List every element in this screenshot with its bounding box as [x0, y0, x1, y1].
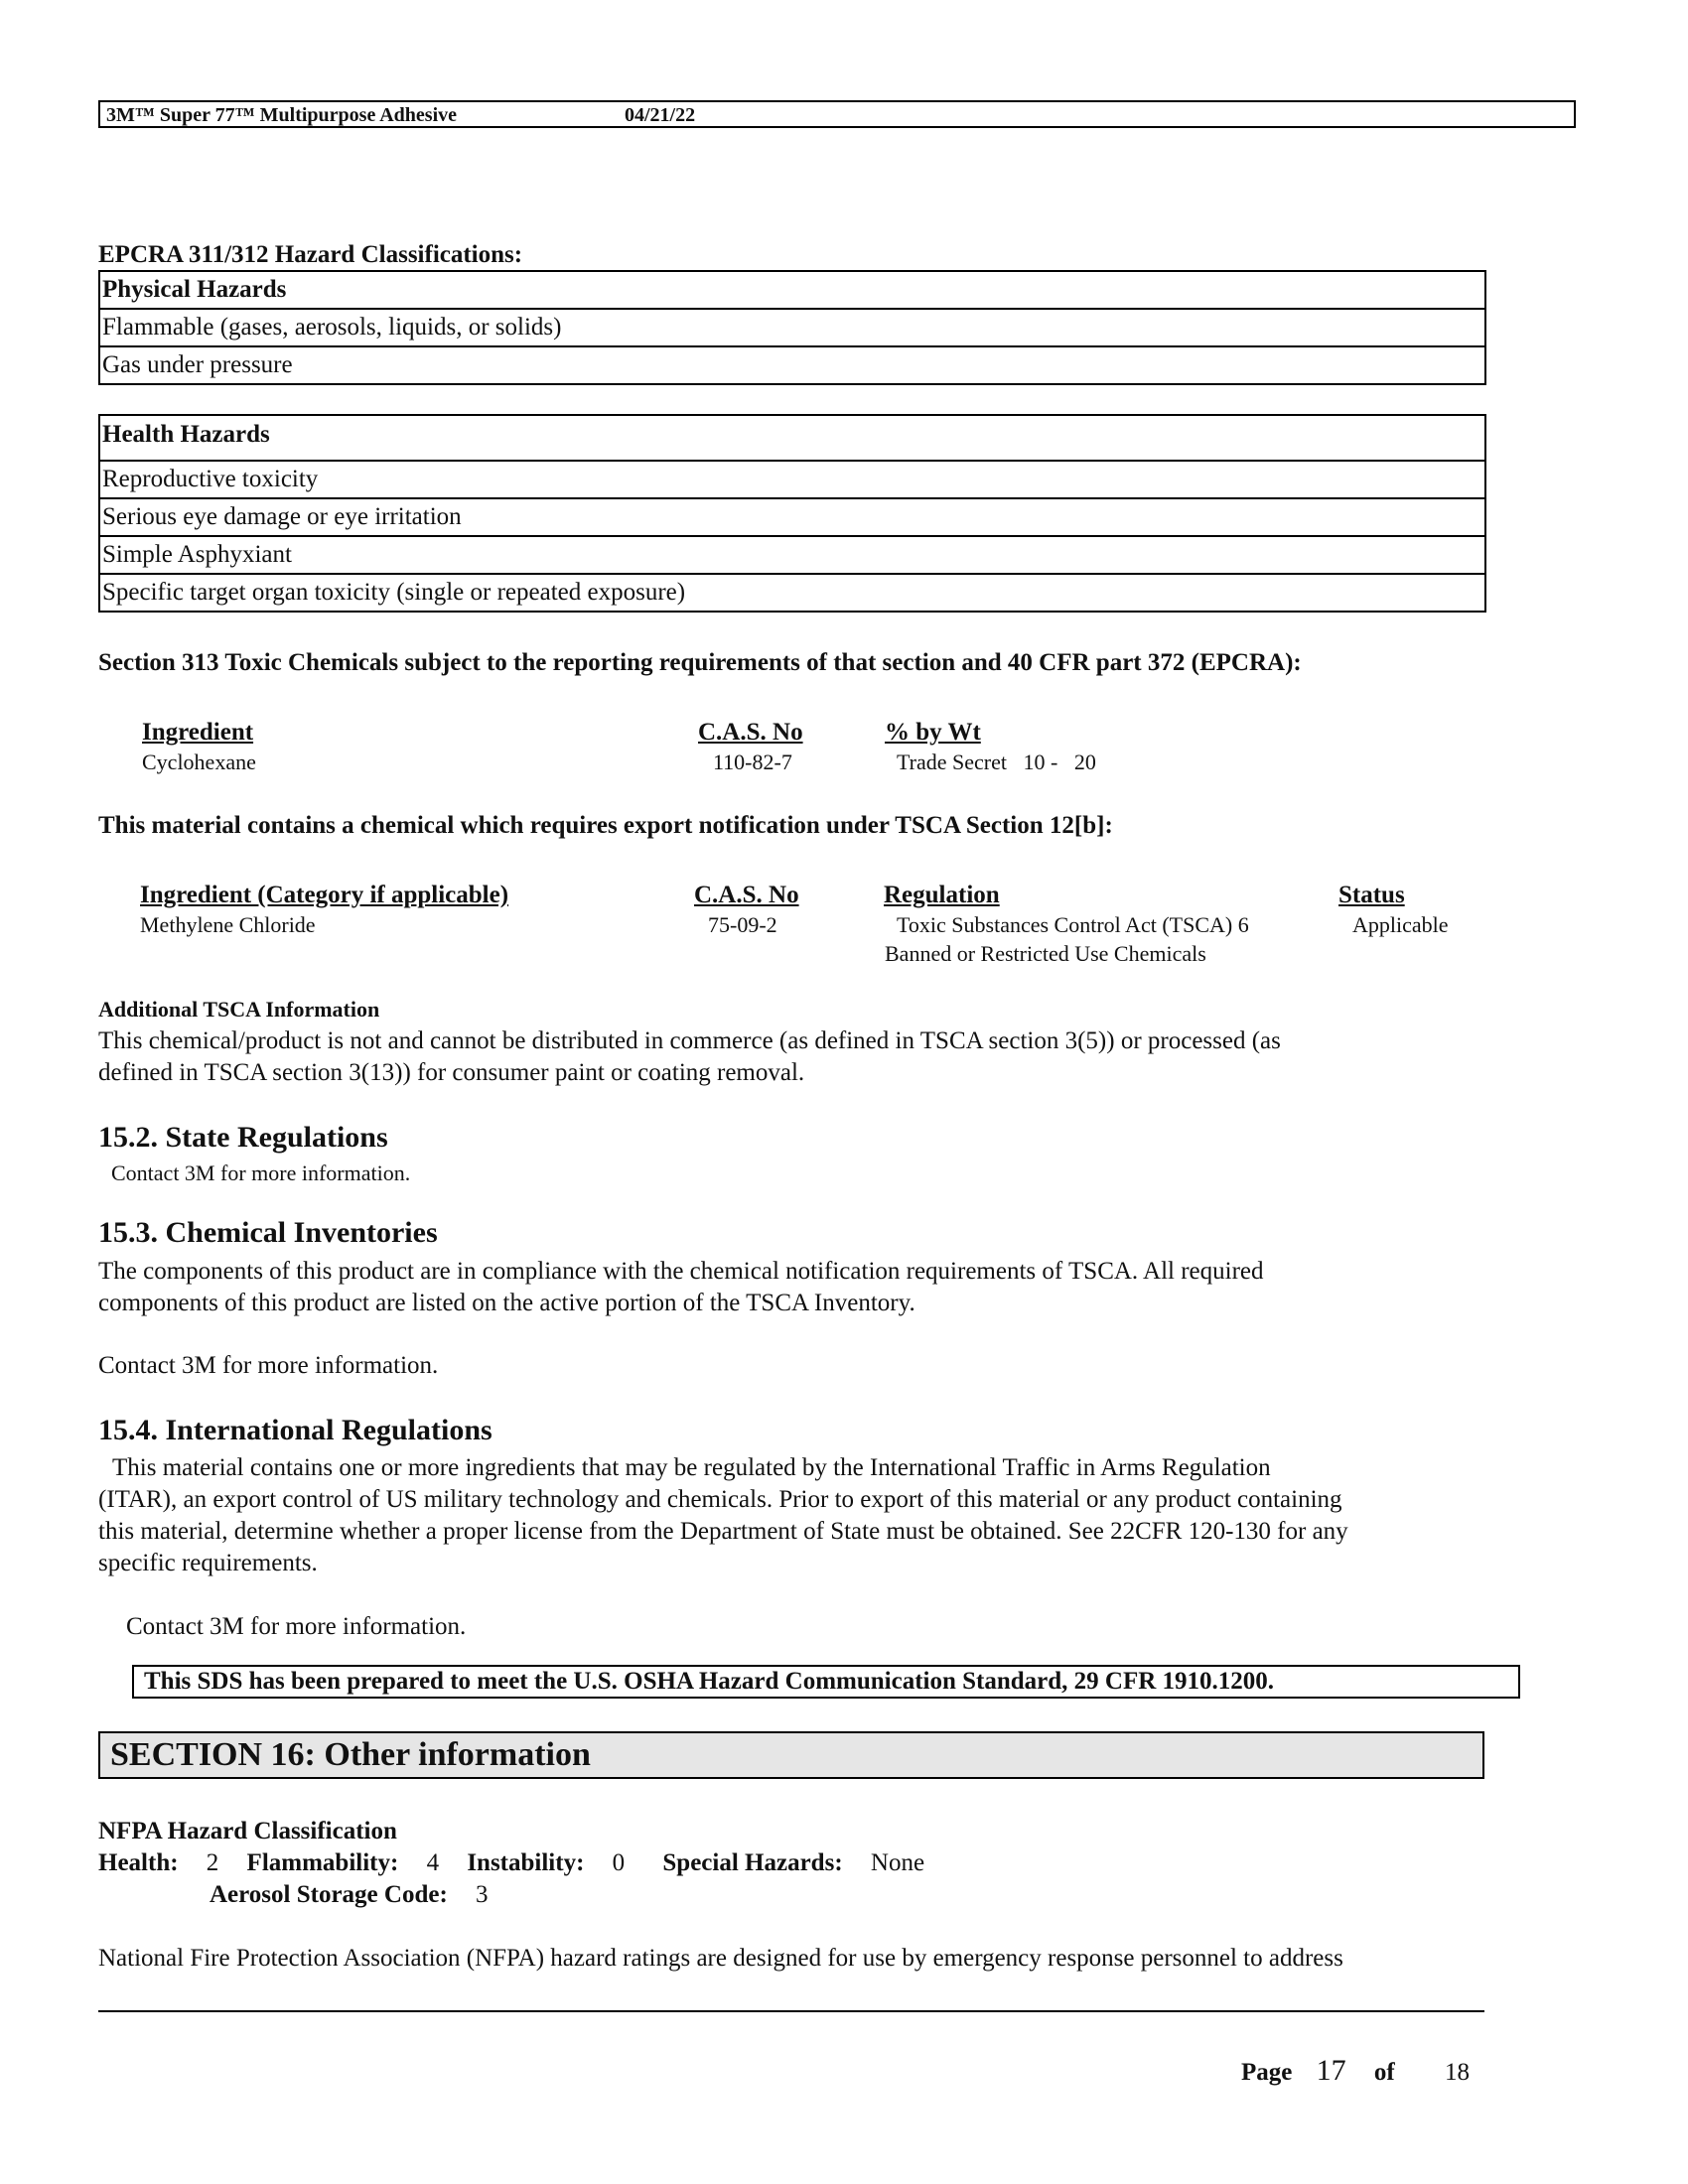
section-313-title: Section 313 Toxic Chemicals subject to the reporting requirements of that section and 40 CFR part 372 (EPCRA):: [98, 649, 1302, 676]
cas-cell: 110-82-7: [713, 750, 792, 774]
col-weight: % by Wt: [885, 719, 981, 746]
health-label: Health:: [98, 1849, 179, 1876]
ingredient-cell: Methylene Chloride: [140, 912, 316, 937]
inventories-contact: Contact 3M for more information.: [98, 1352, 439, 1379]
aerosol-storage-label: Aerosol Storage Code:: [210, 1881, 448, 1908]
total-pages: 18: [1444, 2059, 1470, 2086]
status-cell: Applicable: [1352, 912, 1449, 937]
instability-value: 0: [612, 1849, 626, 1876]
col-regulation: Regulation: [884, 882, 1000, 908]
section-16-heading: SECTION 16: Other information: [98, 1731, 1484, 1779]
flammability-label: Flammability:: [246, 1849, 399, 1876]
osha-statement: This SDS has been prepared to meet the U.S. OSHA Hazard Communication Standard, 29 CFR 1910.1200.: [132, 1665, 1520, 1699]
col-status: Status: [1338, 882, 1405, 908]
additional-tsca-title: Additional TSCA Information: [98, 997, 380, 1022]
health-hazard-row: Specific target organ toxicity (single or repeated exposure): [100, 573, 1484, 611]
weight-cell: Trade Secret 10 - 20: [897, 750, 1096, 774]
health-hazard-row: Simple Asphyxiant: [100, 535, 1484, 573]
page-number: 17: [1316, 2054, 1346, 2087]
international-text: specific requirements.: [98, 1550, 318, 1576]
physical-hazard-row: Gas under pressure: [100, 345, 1484, 383]
international-contact: Contact 3M for more information.: [126, 1613, 467, 1640]
state-regulations-text: Contact 3M for more information.: [111, 1160, 411, 1185]
product-title: 3M™ Super 77™ Multipurpose Adhesive: [106, 104, 457, 126]
epcra-title: EPCRA 311/312 Hazard Classifications:: [98, 241, 523, 268]
international-text: (ITAR), an export control of US military technology and chemicals. Prior to export of this material or any product containing: [98, 1486, 1342, 1513]
physical-hazards-heading: Physical Hazards: [102, 276, 287, 303]
footer-rule: [98, 2010, 1484, 2012]
instability-label: Instability:: [467, 1849, 585, 1876]
nfpa-description: National Fire Protection Association (NFPA) hazard ratings are designed for use by emergency response personnel to address: [98, 1945, 1343, 1972]
health-hazards-heading: Health Hazards: [102, 421, 270, 448]
col-ingredient: Ingredient: [142, 719, 254, 746]
international-text: This material contains one or more ingredients that may be regulated by the International Traffic in Arms Regulation: [112, 1454, 1271, 1481]
section-15-4-title: 15.4. International Regulations: [98, 1414, 492, 1446]
nfpa-ratings: [98, 1847, 924, 1879]
inventories-text: components of this product are listed on the active portion of the TSCA Inventory.: [98, 1290, 915, 1316]
physical-hazards-table: [98, 270, 1486, 385]
cas-cell: 75-09-2: [708, 912, 777, 937]
tsca-title: This material contains a chemical which requires export notification under TSCA Section 12[b]:: [98, 812, 1113, 839]
page-label: Page: [1241, 2059, 1293, 2086]
aerosol-storage: [210, 1879, 489, 1911]
additional-tsca-text: This chemical/product is not and cannot be distributed in commerce (as defined in TSCA section 3(5)) or processed (as: [98, 1027, 1281, 1054]
ingredient-cell: Cyclohexane: [142, 750, 256, 774]
nfpa-title: NFPA Hazard Classification: [98, 1818, 397, 1844]
health-hazard-row: Serious eye damage or eye irritation: [100, 497, 1484, 535]
section-15-2-title: 15.2. State Regulations: [98, 1121, 388, 1154]
col-cas: C.A.S. No: [694, 882, 799, 908]
regulation-cell-cont: Banned or Restricted Use Chemicals: [885, 941, 1206, 966]
physical-hazard-row: Flammable (gases, aerosols, liquids, or solids): [100, 308, 1484, 345]
of-label: of: [1373, 2059, 1395, 2086]
revision-date: 04/21/22: [625, 104, 696, 126]
international-text: this material, determine whether a proper license from the Department of State must be obtained. See 22CFR 120-130 for any: [98, 1518, 1348, 1545]
additional-tsca-text: defined in TSCA section 3(13)) for consumer paint or coating removal.: [98, 1059, 805, 1086]
health-hazard-row: Reproductive toxicity: [100, 460, 1484, 497]
health-hazards-table: [98, 414, 1486, 613]
section-15-3-title: 15.3. Chemical Inventories: [98, 1216, 438, 1249]
special-hazards-value: None: [870, 1849, 925, 1876]
regulation-cell: Toxic Substances Control Act (TSCA) 6: [897, 912, 1249, 937]
inventories-text: The components of this product are in compliance with the chemical notification requirements of TSCA. All required: [98, 1258, 1264, 1285]
special-hazards-label: Special Hazards:: [662, 1849, 843, 1876]
page-indicator: [1241, 2055, 1470, 2089]
aerosol-storage-value: 3: [476, 1881, 489, 1908]
document-header: [98, 100, 1576, 128]
col-cas: C.A.S. No: [698, 719, 803, 746]
health-value: 2: [206, 1849, 219, 1876]
col-ingredient-category: Ingredient (Category if applicable): [140, 882, 509, 908]
flammability-value: 4: [426, 1849, 440, 1876]
